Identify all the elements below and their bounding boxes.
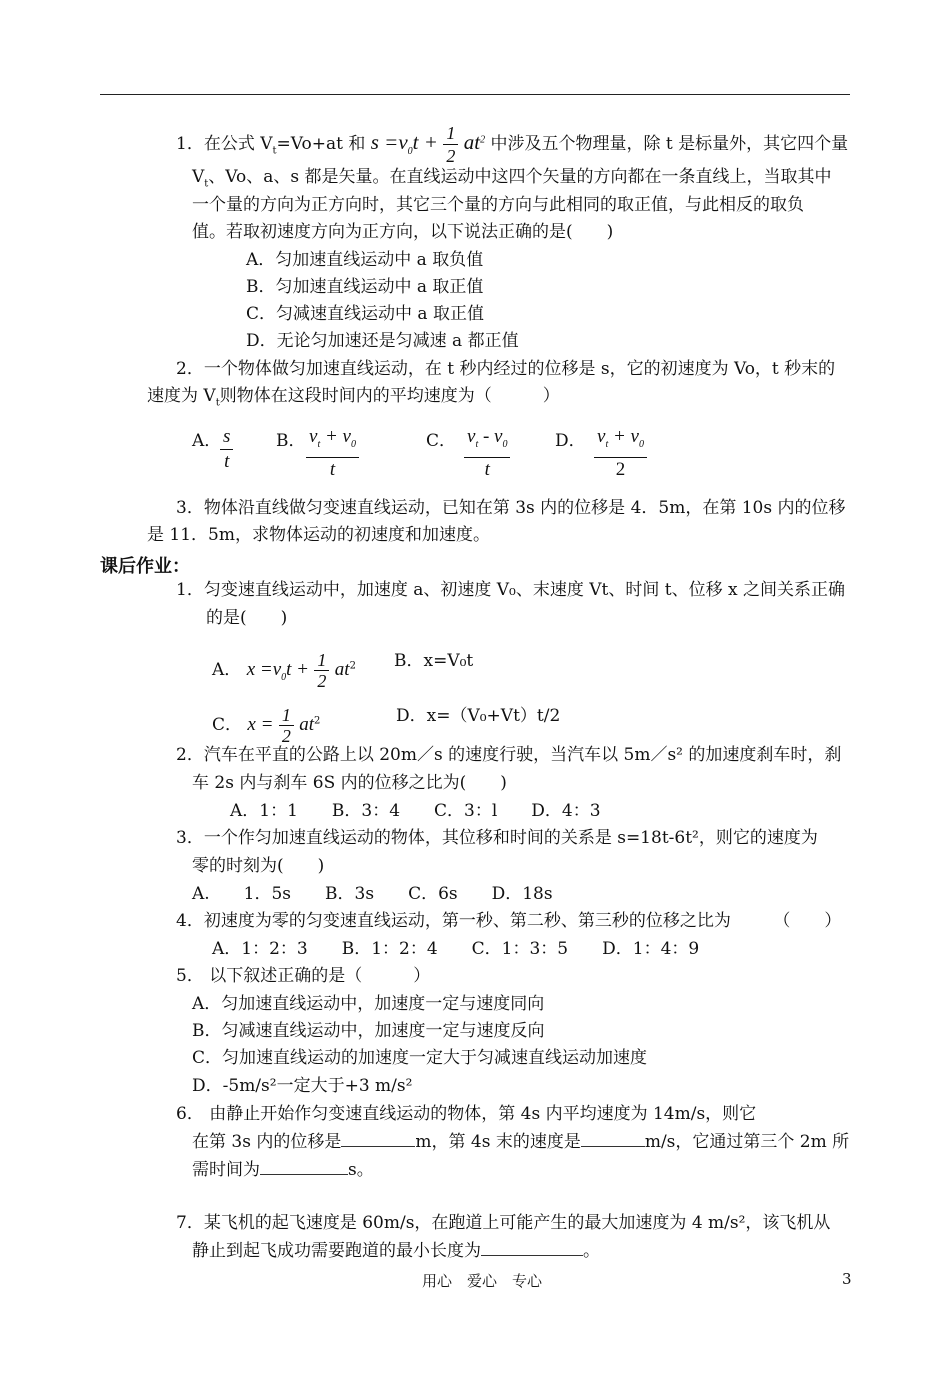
- q2-line1: 2．一个物体做匀加速直线运动，在 t 秒内经过的位移是 s，它的初速度为 Vo，t 秒末的: [176, 359, 836, 379]
- q2-line2: 速度为 $V_t$则物体在这段时间内的平均速度为（ ）: [147, 386, 560, 409]
- page-number: 3: [842, 1270, 852, 1288]
- h1-line1: 1．匀变速直线运动中，加速度 a、初速度 V₀、末速度 Vt、时间 t、位移 x 之间关系正确: [176, 580, 845, 600]
- answer-blank[interactable]: [260, 1160, 348, 1175]
- h7-line1: 7．某飞机的起飞速度是 60m/s，在跑道上可能产生的最大加速度为 4 m/s²，该飞机从: [176, 1213, 831, 1233]
- h4-line1: 4．初速度为零的匀变速直线运动，第一秒、第二秒、第三秒的位移之比为 （ ）: [176, 911, 842, 931]
- h2-line1: 2．汽车在平直的公路上以 20m／s 的速度行驶，当汽车以 5m／s² 的加速度刹车时，刹: [176, 745, 842, 765]
- q1-line4: 值。若取初速度方向为正方向，以下说法正确的是( ): [192, 222, 614, 242]
- q2-frac-d: $\frac{v_t + v_0}{2}$: [594, 425, 647, 482]
- h1-option-d: D．x=（V₀+Vt）t/2: [396, 706, 561, 726]
- h3-line2: 零的时刻为( ): [192, 856, 325, 876]
- q2-opt-b-label: B．: [276, 431, 306, 451]
- h7-line2: 静止到起飞成功需要跑道的最小长度为 。: [192, 1241, 600, 1261]
- header-rule: [100, 94, 850, 95]
- q2-frac-c: $\frac{v_t - v_0}{t}$: [464, 425, 510, 482]
- q1-option-b: B．匀加速直线运动中 a 取正值: [246, 277, 484, 297]
- h1-line2: 的是( ): [206, 608, 288, 628]
- q2-opt-a-label: A．: [192, 431, 222, 451]
- h6-line3: 需时间为 s。: [192, 1160, 374, 1180]
- q1-option-d: D．无论匀加速还是匀减速 a 都正值: [246, 331, 519, 351]
- h4-options: A．1：2：3 B．1：2：4 C．1：3：5 D．1：4：9: [212, 939, 700, 959]
- q3-line2: 是 11．5m，求物体运动的初速度和加速度。: [147, 525, 490, 545]
- q3-line1: 3．物体沿直线做匀变速直线运动，已知在第 3s 内的位移是 4．5m，在第 10s 内的位移: [176, 498, 846, 518]
- h5-option-c: C．匀加速直线运动的加速度一定大于匀减速直线运动加速度: [192, 1048, 648, 1068]
- homework-title: 课后作业：: [100, 556, 190, 577]
- h2-options: A．1：1 B．3：4 C．3：l D．4：3: [230, 801, 601, 821]
- q2-opt-c-label: C．: [426, 431, 457, 451]
- answer-blank[interactable]: [581, 1132, 645, 1147]
- h2-line2: 车 2s 内与刹车 6S 内的位移之比为( ): [192, 773, 507, 793]
- q1-line2: $V_t$、Vo、a、s 都是矢量。在直线运动中这四个矢量的方向都在一条直线上，当取其中: [192, 167, 832, 190]
- q2-opt-d-label: D．: [555, 431, 586, 451]
- h5-option-a: A．匀加速直线运动中，加速度一定与速度同向: [192, 994, 545, 1014]
- footer-motto: 用心 爱心 专心: [422, 1272, 543, 1290]
- h3-options: A. 1．5s B．3s C．6s D．18s: [192, 884, 553, 904]
- h5-line1: 5． 以下叙述正确的是（ ）: [176, 966, 431, 986]
- q1-option-c: C．匀减速直线运动中 a 取正值: [246, 304, 484, 324]
- h6-line2: 在第 3s 内的位移是 m，第 4s 末的速度是 m/s，它通过第三个 2m 所: [192, 1132, 850, 1152]
- h1-option-a: A． $x =v_0t$ + $\frac{1}{2}$ $at^2$: [212, 650, 356, 691]
- h5-option-d: D．-5m/s²一定大于+3 m/s²: [192, 1076, 413, 1096]
- formula-s: $s =v_0t$ +: [370, 130, 438, 158]
- answer-blank[interactable]: [341, 1132, 415, 1147]
- q2-frac-a: $\frac{s}{t}$: [220, 425, 233, 474]
- h3-line1: 3．一个作匀加速直线运动的物体，其位移和时间的关系是 s=18t-6t²，则它的速度为: [176, 828, 818, 848]
- answer-blank[interactable]: [481, 1241, 583, 1256]
- q1-line3: 一个量的方向为正方向时，其它三个量的方向与此相同的取正值，与此相反的取负: [192, 195, 804, 215]
- q1-option-a: A．匀加速直线运动中 a 取负值: [246, 250, 484, 270]
- q1-line1: 1．在公式 $V_t=Vo+at$ 和 $s =v_0t$ + $\frac{1}{2}$ $at^2$ 中涉及五个物理量，除 t 是标量外，其它四个量: [176, 123, 849, 166]
- h1-option-c: C． x = $\frac{1}{2}$ $at^2$: [212, 705, 321, 746]
- q2-frac-b: $\frac{v_t + v_0}{t}$: [306, 425, 359, 482]
- h5-option-b: B．匀减速直线运动中，加速度一定与速度反向: [192, 1021, 545, 1041]
- h6-line1: 6． 由静止开始作匀变速直线运动的物体，第 4s 内平均速度为 14m/s，则它: [176, 1104, 757, 1124]
- h1-option-b: B．x=V₀t: [394, 651, 474, 671]
